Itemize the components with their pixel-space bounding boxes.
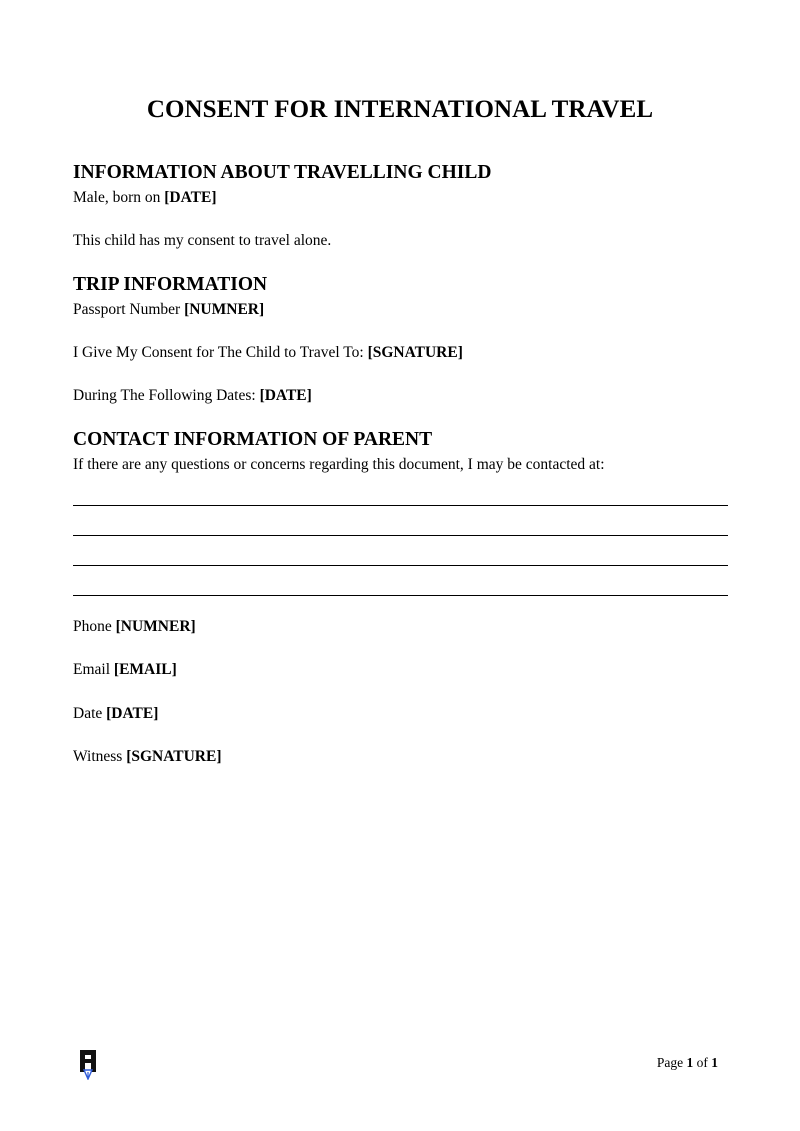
child-birth-label: Male, born on	[73, 189, 165, 206]
page-number-of: of	[693, 1055, 712, 1070]
travel-dates-label: During The Following Dates:	[73, 387, 260, 404]
contact-blank-line	[73, 505, 728, 506]
contact-blank-line	[73, 535, 728, 536]
passport-number-field: [NUMNER]	[184, 301, 265, 318]
email-label: Email	[73, 661, 114, 678]
destination-label: I Give My Consent for The Child to Travel To:	[73, 344, 368, 361]
contact-blank-line	[73, 595, 728, 596]
phone-label: Phone	[73, 618, 116, 635]
parent-contact-heading: CONTACT INFORMATION OF PARENT	[73, 429, 433, 450]
passport-line	[73, 301, 264, 319]
witness-line	[73, 748, 222, 766]
passport-label: Passport Number	[73, 301, 185, 318]
child-consent-statement: This child has my consent to travel alone.	[73, 232, 332, 249]
date-line	[73, 705, 158, 723]
contact-blank-line	[73, 565, 728, 566]
page-number-total: 1	[711, 1055, 718, 1070]
date-label: Date	[73, 705, 107, 722]
destination-line	[73, 344, 463, 362]
trip-info-heading: TRIP INFORMATION	[73, 274, 268, 295]
witness-label: Witness	[73, 748, 127, 765]
travel-dates-line	[73, 387, 312, 405]
witness-signature-field: [SGNATURE]	[126, 748, 222, 765]
phone-line	[73, 618, 196, 636]
date-field: [DATE]	[106, 705, 159, 722]
travel-dates-field: [DATE]	[259, 387, 312, 404]
destination-field: [SGNATURE]	[367, 344, 463, 361]
child-info-heading: INFORMATION ABOUT TRAVELLING CHILD	[73, 162, 492, 183]
email-line	[73, 661, 177, 679]
phone-field: [NUMNER]	[115, 618, 196, 635]
child-birth-date-field: [DATE]	[164, 189, 217, 206]
page-number	[657, 1055, 718, 1071]
page-number-current: 1	[686, 1055, 694, 1070]
email-field: [EMAIL]	[113, 661, 177, 678]
contact-intro-text: If there are any questions or concerns regarding this document, I may be contacted at:	[73, 456, 605, 473]
document-title: CONSENT FOR INTERNATIONAL TRAVEL	[146, 96, 654, 123]
child-birth-line	[73, 189, 217, 207]
page-number-prefix: Page	[656, 1055, 687, 1070]
pen-nib-logo-icon	[80, 1050, 100, 1080]
